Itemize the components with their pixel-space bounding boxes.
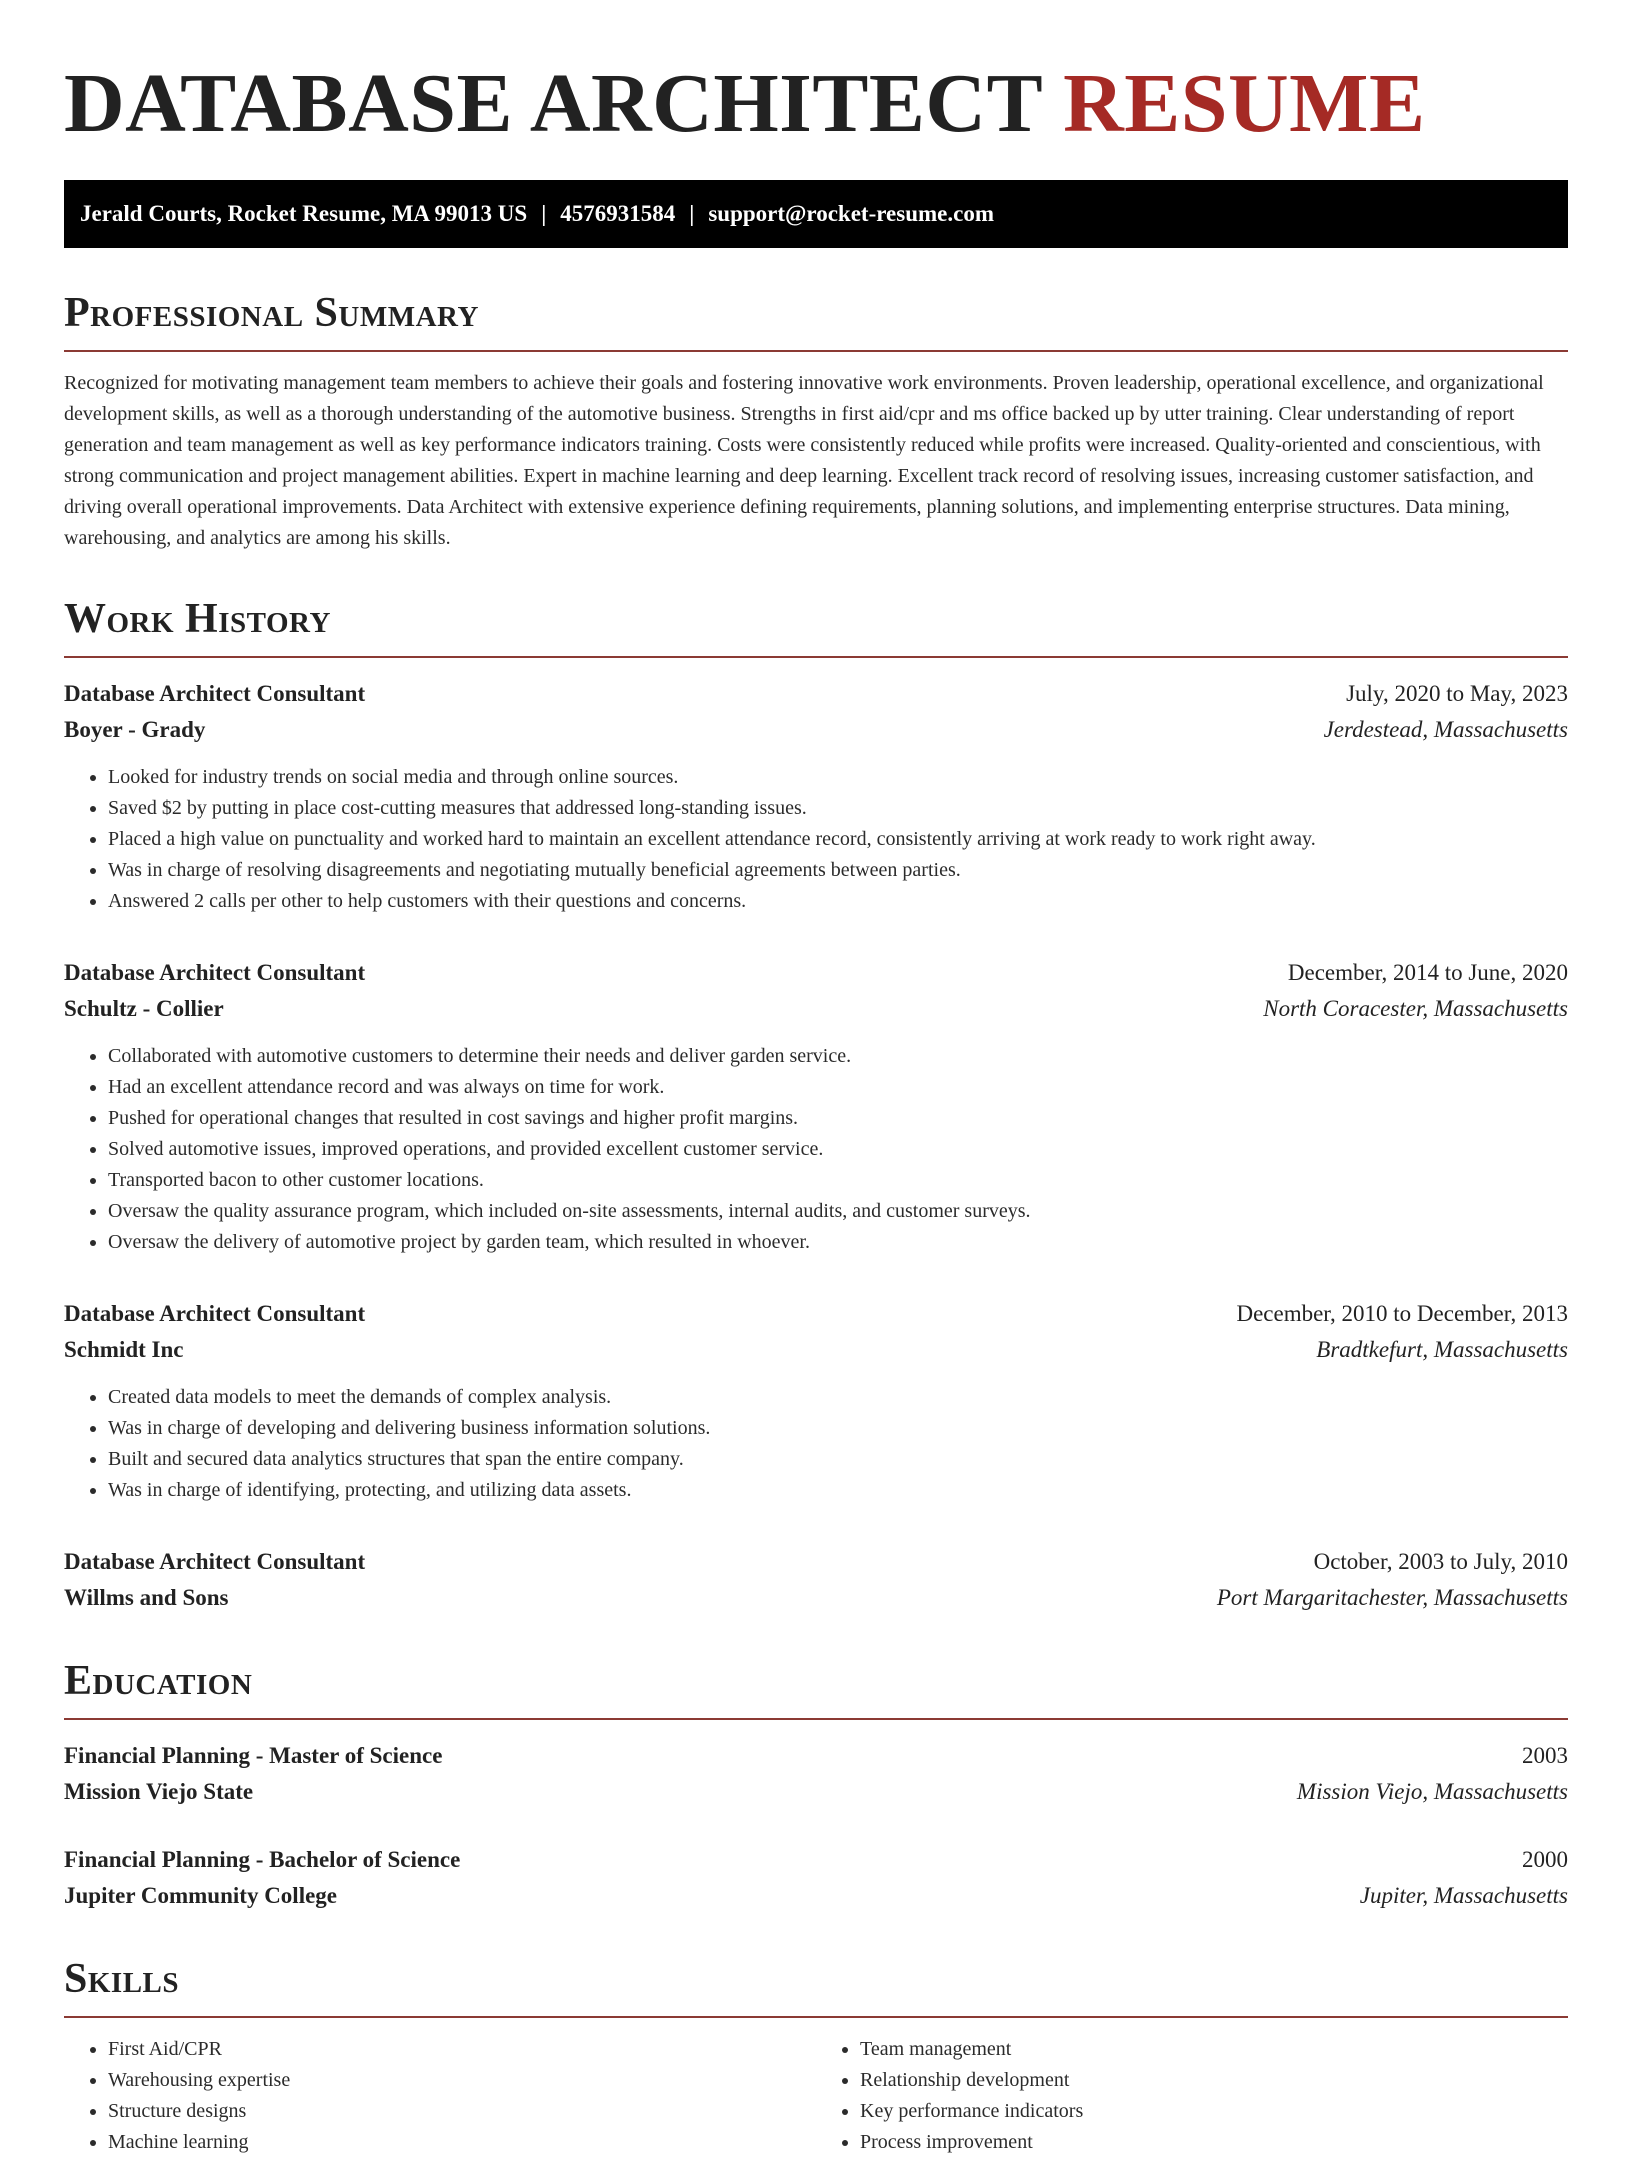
list-item: • Answered 2 calls per other to help customers with their questions and concerns. xyxy=(108,886,1568,917)
job-location: Port Margaritachester, Massachusetts xyxy=(1216,1585,1568,1610)
education-entry xyxy=(64,1842,1568,1914)
education-school-row xyxy=(64,1878,1568,1914)
summary-text: Recognized for motivating management team members to achieve their goals and fostering innovative work environments. Proven leadership, operational excellence, and organizational development skills, as well as a thorough understanding of the automotive business. Strengths in first aid/cpr and ms office backed up by utter training. Clear understanding of report generation and team management as well as key performance indicators training. Costs were consistently reduced while profits were increased. Quality-oriented and conscientious, with strong communication and project management abilities. Expert in machine learning and deep learning. Excellent track record of resolving issues, increasing customer satisfaction, and driving overall operational improvements. Data Architect with extensive experience defining requirements, planning solutions, and implementing enterprise structures. Data mining, warehousing, and analytics are among his skills. xyxy=(64,372,1544,549)
education-location: Jupiter, Massachusetts xyxy=(1359,1883,1568,1908)
contact-address: Jerald Courts, Rocket Resume, MA 99013 US xyxy=(80,201,528,226)
job-company: Schultz - Collier xyxy=(64,996,224,1021)
job-header-row xyxy=(64,676,1568,712)
job-dates: October, 2003 to July, 2010 xyxy=(1313,1549,1568,1574)
job-bullets xyxy=(64,762,1568,917)
job-location: Jerdestead, Massachusetts xyxy=(1323,717,1568,742)
job-company: Schmidt Inc xyxy=(64,1337,184,1362)
skills-grid xyxy=(64,2034,1568,2158)
education-year: 2000 xyxy=(1522,1847,1568,1872)
skill-item: • Key performance indicators xyxy=(860,2096,1568,2127)
education-location: Mission Viejo, Massachusetts xyxy=(1296,1779,1568,1804)
education-school-row xyxy=(64,1774,1568,1810)
job-header-row xyxy=(64,1296,1568,1332)
job-title: Database Architect Consultant xyxy=(64,1301,366,1326)
job-location: Bradtkefurt, Massachusetts xyxy=(1316,1337,1568,1362)
job-company: Willms and Sons xyxy=(64,1585,229,1610)
summary-section xyxy=(64,288,1568,554)
list-item: • Was in charge of resolving disagreements and negotiating mutually beneficial agreements between parties. xyxy=(108,855,1568,886)
education-degree: Financial Planning - Bachelor of Science xyxy=(64,1847,461,1872)
education-entry xyxy=(64,1738,1568,1810)
list-item: • Saved $2 by putting in place cost-cutting measures that addressed long-standing issues. xyxy=(108,793,1568,824)
skill-item: • Relationship development xyxy=(860,2065,1568,2096)
skills-section xyxy=(64,1954,1568,2158)
education-section xyxy=(64,1656,1568,1914)
job-entry xyxy=(64,676,1568,917)
work-history-heading: Work History xyxy=(64,594,1568,658)
skills-list xyxy=(64,2034,816,2158)
job-company: Boyer - Grady xyxy=(64,717,206,742)
skill-item: • Team management xyxy=(860,2034,1568,2065)
job-dates: December, 2010 to December, 2013 xyxy=(1236,1301,1568,1326)
title-accent: RESUME xyxy=(1063,57,1426,150)
job-company-row xyxy=(64,1580,1568,1616)
list-item: • Collaborated with automotive customers to determine their needs and deliver garden service. xyxy=(108,1041,1568,1072)
skills-column-left xyxy=(64,2034,816,2158)
skill-item: • Process improvement xyxy=(860,2127,1568,2158)
resume-title xyxy=(64,58,1568,150)
contact-bar xyxy=(64,180,1568,248)
contact-separator: | xyxy=(689,201,695,226)
education-school: Mission Viejo State xyxy=(64,1779,254,1804)
job-bullets xyxy=(64,1041,1568,1258)
education-degree: Financial Planning - Master of Science xyxy=(64,1743,443,1768)
work-history-section xyxy=(64,594,1568,1616)
list-item: • Had an excellent attendance record and was always on time for work. xyxy=(108,1072,1568,1103)
list-item: • Looked for industry trends on social media and through online sources. xyxy=(108,762,1568,793)
education-degree-row xyxy=(64,1738,1568,1774)
education-school: Jupiter Community College xyxy=(64,1883,338,1908)
job-header-row xyxy=(64,1544,1568,1580)
job-company-row xyxy=(64,712,1568,748)
job-header-row xyxy=(64,955,1568,991)
job-location: North Coracester, Massachusetts xyxy=(1263,996,1568,1021)
skill-item: • Structure designs xyxy=(108,2096,816,2127)
skill-item: • Machine learning xyxy=(108,2127,816,2158)
education-year: 2003 xyxy=(1522,1743,1568,1768)
summary-heading: Professional Summary xyxy=(64,288,1568,352)
job-title: Database Architect Consultant xyxy=(64,1549,366,1574)
job-company-row xyxy=(64,1332,1568,1368)
list-item: • Built and secured data analytics structures that span the entire company. xyxy=(108,1444,1568,1475)
skills-list xyxy=(816,2034,1568,2158)
skill-item: • First Aid/CPR xyxy=(108,2034,816,2065)
education-degree-row xyxy=(64,1842,1568,1878)
list-item: • Was in charge of developing and delivering business information solutions. xyxy=(108,1413,1568,1444)
contact-separator: | xyxy=(541,201,547,226)
education-heading: Education xyxy=(64,1656,1568,1720)
list-item: • Transported bacon to other customer locations. xyxy=(108,1165,1568,1196)
list-item: • Solved automotive issues, improved operations, and provided excellent customer service. xyxy=(108,1134,1568,1165)
contact-phone: 4576931584 xyxy=(560,201,676,226)
list-item: • Oversaw the quality assurance program, which included on-site assessments, internal audits, and customer surveys. xyxy=(108,1196,1568,1227)
contact-email: support@rocket-resume.com xyxy=(708,201,994,226)
list-item: • Placed a high value on punctuality and worked hard to maintain an excellent attendance record, consistently arriving at work ready to work right away. xyxy=(108,824,1568,855)
job-entry xyxy=(64,1296,1568,1506)
skills-heading: Skills xyxy=(64,1954,1568,2018)
list-item: • Pushed for operational changes that resulted in cost savings and higher profit margins. xyxy=(108,1103,1568,1134)
job-entry xyxy=(64,955,1568,1258)
job-company-row xyxy=(64,991,1568,1027)
job-dates: December, 2014 to June, 2020 xyxy=(1287,960,1568,985)
list-item: • Created data models to meet the demands of complex analysis. xyxy=(108,1382,1568,1413)
job-bullets xyxy=(64,1382,1568,1506)
list-item: • Oversaw the delivery of automotive project by garden team, which resulted in whoever. xyxy=(108,1227,1568,1258)
skill-item: • Warehousing expertise xyxy=(108,2065,816,2096)
job-entry xyxy=(64,1544,1568,1616)
job-title: Database Architect Consultant xyxy=(64,681,366,706)
list-item: • Was in charge of identifying, protecting, and utilizing data assets. xyxy=(108,1475,1568,1506)
title-main: DATABASE ARCHITECT xyxy=(64,57,1042,150)
job-title: Database Architect Consultant xyxy=(64,960,366,985)
skills-column-right xyxy=(816,2034,1568,2158)
job-dates: July, 2020 to May, 2023 xyxy=(1346,681,1568,706)
